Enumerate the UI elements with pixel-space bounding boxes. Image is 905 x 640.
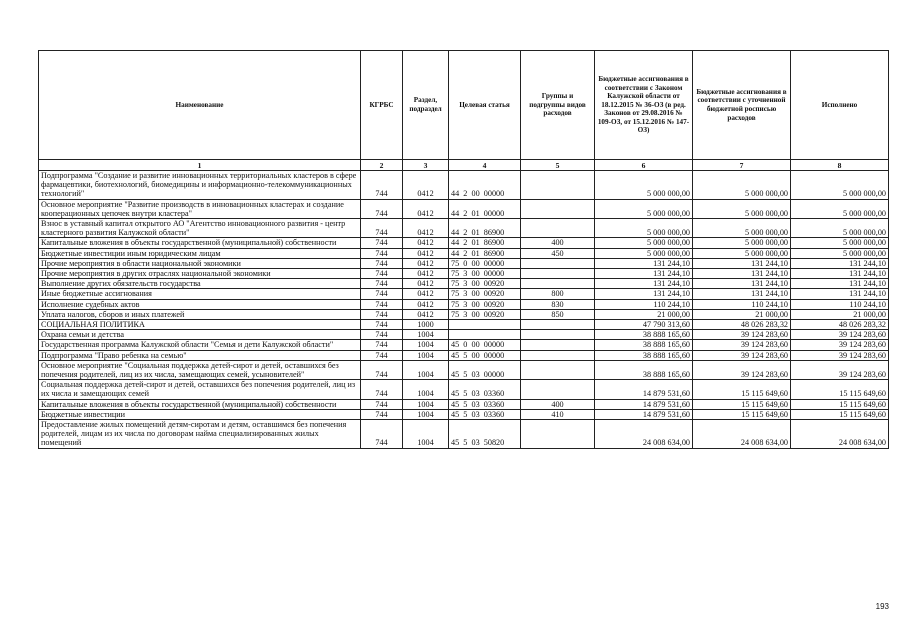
row-kgrbs: 744	[361, 258, 403, 268]
row-refined-amount: 24 008 634,00	[693, 420, 791, 449]
row-executed-amount: 39 124 283,60	[791, 360, 889, 379]
row-kgrbs: 744	[361, 380, 403, 399]
row-approved-amount: 38 888 165,60	[595, 360, 693, 379]
row-refined-amount: 39 124 283,60	[693, 330, 791, 340]
table-row	[39, 299, 889, 309]
row-target-article: 45 5 03 03360	[449, 399, 521, 409]
row-approved-amount: 21 000,00	[595, 309, 693, 319]
row-target-article: 44 2 01 00000	[449, 199, 521, 218]
row-executed-amount: 15 115 649,60	[791, 399, 889, 409]
row-section: 1000	[403, 320, 449, 330]
row-kgrbs: 744	[361, 409, 403, 419]
row-section: 1004	[403, 340, 449, 350]
row-section: 1004	[403, 399, 449, 409]
row-target-article: 75 3 00 00000	[449, 269, 521, 279]
row-approved-amount: 24 008 634,00	[595, 420, 693, 449]
row-target-article: 75 3 00 00920	[449, 299, 521, 309]
row-section: 1004	[403, 330, 449, 340]
row-refined-amount: 39 124 283,60	[693, 350, 791, 360]
row-refined-amount: 39 124 283,60	[693, 340, 791, 350]
table-row	[39, 420, 889, 449]
row-approved-amount: 5 000 000,00	[595, 248, 693, 258]
row-section: 0412	[403, 248, 449, 258]
row-approved-amount: 38 888 165,60	[595, 340, 693, 350]
header-refined: Бюджетные ассигнования в соответствии с уточненной бюджетной росписью расходов	[693, 51, 791, 160]
row-kgrbs: 744	[361, 279, 403, 289]
row-kgrbs: 744	[361, 289, 403, 299]
row-kgrbs: 744	[361, 420, 403, 449]
row-target-article	[449, 330, 521, 340]
row-section: 0412	[403, 258, 449, 268]
row-expense-group	[521, 199, 595, 218]
row-name: Иные бюджетные ассигнования	[39, 289, 361, 299]
row-section: 1004	[403, 360, 449, 379]
header-kgrbs: КГРБС	[361, 51, 403, 160]
row-refined-amount: 5 000 000,00	[693, 219, 791, 238]
row-kgrbs: 744	[361, 360, 403, 379]
row-section: 0412	[403, 299, 449, 309]
row-kgrbs: 744	[361, 309, 403, 319]
header-name: Наименование	[39, 51, 361, 160]
row-name: Капитальные вложения в объекты государственной (муниципальной) собственности	[39, 399, 361, 409]
header-groups: Группы и подгруппы видов расходов	[521, 51, 595, 160]
row-expense-group	[521, 340, 595, 350]
row-target-article: 75 3 00 00920	[449, 309, 521, 319]
row-name: Социальная поддержка детей-сирот и детей, оставшихся без попечения родителей, лиц из их числа и замещающих семей	[39, 380, 361, 399]
row-expense-group	[521, 219, 595, 238]
row-executed-amount: 39 124 283,60	[791, 330, 889, 340]
table-row	[39, 350, 889, 360]
row-name: Капитальные вложения в объекты государственной (муниципальной) собственности	[39, 238, 361, 248]
row-expense-group: 400	[521, 399, 595, 409]
row-expense-group	[521, 380, 595, 399]
row-name: Выполнение других обязательств государства	[39, 279, 361, 289]
row-kgrbs: 744	[361, 269, 403, 279]
row-expense-group: 830	[521, 299, 595, 309]
row-kgrbs: 744	[361, 399, 403, 409]
row-expense-group	[521, 269, 595, 279]
budget-table	[38, 50, 889, 449]
row-approved-amount: 38 888 165,60	[595, 330, 693, 340]
row-target-article: 44 2 01 86900	[449, 219, 521, 238]
row-executed-amount: 39 124 283,60	[791, 340, 889, 350]
row-kgrbs: 744	[361, 330, 403, 340]
row-name: СОЦИАЛЬНАЯ ПОЛИТИКА	[39, 320, 361, 330]
row-approved-amount: 5 000 000,00	[595, 219, 693, 238]
row-executed-amount: 21 000,00	[791, 309, 889, 319]
row-name: Подпрограмма "Создание и развитие инновационных территориальных кластеров в сфере фармацевтики, биотехнологий, биомедицины и информационно-телекоммуникационных технологий"	[39, 171, 361, 200]
row-refined-amount: 5 000 000,00	[693, 248, 791, 258]
table-row	[39, 360, 889, 379]
header-section: Раздел, подраздел	[403, 51, 449, 160]
row-executed-amount: 5 000 000,00	[791, 238, 889, 248]
row-name: Основное мероприятие "Социальная поддержка детей-сирот и детей, оставшихся без попечения родителей, лиц из их числа, замещающих семей, усыновителей"	[39, 360, 361, 379]
table-row	[39, 199, 889, 218]
table-row	[39, 399, 889, 409]
row-expense-group	[521, 330, 595, 340]
row-executed-amount: 48 026 283,32	[791, 320, 889, 330]
row-kgrbs: 744	[361, 171, 403, 200]
table-row	[39, 320, 889, 330]
row-kgrbs: 744	[361, 199, 403, 218]
row-expense-group	[521, 350, 595, 360]
row-target-article: 45 5 00 00000	[449, 350, 521, 360]
row-name: Уплата налогов, сборов и иных платежей	[39, 309, 361, 319]
column-number: 8	[791, 160, 889, 171]
row-refined-amount: 131 244,10	[693, 279, 791, 289]
row-refined-amount: 15 115 649,60	[693, 399, 791, 409]
row-kgrbs: 744	[361, 320, 403, 330]
column-number: 7	[693, 160, 791, 171]
row-kgrbs: 744	[361, 219, 403, 238]
column-number: 2	[361, 160, 403, 171]
row-target-article: 45 0 00 00000	[449, 340, 521, 350]
row-target-article: 44 2 01 86900	[449, 248, 521, 258]
row-target-article: 45 5 03 50820	[449, 420, 521, 449]
row-target-article: 45 5 03 03360	[449, 380, 521, 399]
row-name: Прочие мероприятия в других отраслях национальной экономики	[39, 269, 361, 279]
row-refined-amount: 48 026 283,32	[693, 320, 791, 330]
row-refined-amount: 15 115 649,60	[693, 409, 791, 419]
row-name: Прочие мероприятия в области национальной экономики	[39, 258, 361, 268]
row-executed-amount: 110 244,10	[791, 299, 889, 309]
row-approved-amount: 38 888 165,60	[595, 350, 693, 360]
header-executed: Исполнено	[791, 51, 889, 160]
row-refined-amount: 5 000 000,00	[693, 199, 791, 218]
row-expense-group	[521, 258, 595, 268]
row-expense-group: 400	[521, 238, 595, 248]
row-target-article: 44 2 00 00000	[449, 171, 521, 200]
row-refined-amount: 21 000,00	[693, 309, 791, 319]
row-section: 1004	[403, 409, 449, 419]
row-kgrbs: 744	[361, 248, 403, 258]
row-executed-amount: 24 008 634,00	[791, 420, 889, 449]
row-approved-amount: 14 879 531,60	[595, 409, 693, 419]
row-name: Исполнение судебных актов	[39, 299, 361, 309]
column-numbers-row	[39, 160, 889, 171]
table-row	[39, 279, 889, 289]
row-name: Охрана семьи и детства	[39, 330, 361, 340]
row-executed-amount: 5 000 000,00	[791, 219, 889, 238]
row-target-article: 75 3 00 00920	[449, 279, 521, 289]
row-refined-amount: 131 244,10	[693, 258, 791, 268]
table-row	[39, 248, 889, 258]
row-section: 0412	[403, 171, 449, 200]
table-row	[39, 330, 889, 340]
table-row	[39, 171, 889, 200]
table-row	[39, 409, 889, 419]
row-section: 0412	[403, 269, 449, 279]
row-section: 1004	[403, 350, 449, 360]
row-approved-amount: 131 244,10	[595, 258, 693, 268]
row-approved-amount: 131 244,10	[595, 269, 693, 279]
table-row	[39, 380, 889, 399]
table-row	[39, 219, 889, 238]
row-section: 0412	[403, 219, 449, 238]
row-executed-amount: 15 115 649,60	[791, 409, 889, 419]
table-row	[39, 258, 889, 268]
row-section: 0412	[403, 199, 449, 218]
row-expense-group	[521, 279, 595, 289]
row-expense-group	[521, 360, 595, 379]
row-executed-amount: 131 244,10	[791, 258, 889, 268]
row-refined-amount: 5 000 000,00	[693, 171, 791, 200]
row-target-article	[449, 320, 521, 330]
table-row	[39, 238, 889, 248]
column-number: 4	[449, 160, 521, 171]
row-approved-amount: 5 000 000,00	[595, 238, 693, 248]
row-section: 1004	[403, 380, 449, 399]
row-approved-amount: 5 000 000,00	[595, 199, 693, 218]
row-refined-amount: 131 244,10	[693, 289, 791, 299]
row-kgrbs: 744	[361, 350, 403, 360]
column-number: 3	[403, 160, 449, 171]
row-executed-amount: 5 000 000,00	[791, 171, 889, 200]
row-refined-amount: 39 124 283,60	[693, 360, 791, 379]
row-name: Подпрограмма "Право ребенка на семью"	[39, 350, 361, 360]
row-section: 0412	[403, 238, 449, 248]
row-target-article: 75 0 00 00000	[449, 258, 521, 268]
row-approved-amount: 131 244,10	[595, 289, 693, 299]
row-target-article: 44 2 01 86900	[449, 238, 521, 248]
row-name: Взнос в уставный капитал открытого АО "Агентство инновационного развития - центр кластерного развития Калужской области"	[39, 219, 361, 238]
row-section: 0412	[403, 289, 449, 299]
row-executed-amount: 39 124 283,60	[791, 350, 889, 360]
table-row	[39, 309, 889, 319]
row-refined-amount: 110 244,10	[693, 299, 791, 309]
row-expense-group	[521, 171, 595, 200]
row-kgrbs: 744	[361, 238, 403, 248]
header-approved: Бюджетные ассигнования в соответствии с Законом Калужской области от 18.12.2015 № 36-ОЗ (в ред. Законов от 29.08.2016 № 109-ОЗ, от 15.12.2016 № 147-ОЗ)	[595, 51, 693, 160]
table-row	[39, 340, 889, 350]
row-approved-amount: 47 790 313,60	[595, 320, 693, 330]
row-approved-amount: 14 879 531,60	[595, 380, 693, 399]
row-name: Бюджетные инвестиции иным юридическим лицам	[39, 248, 361, 258]
row-target-article: 45 5 03 03360	[449, 409, 521, 419]
row-expense-group: 850	[521, 309, 595, 319]
row-refined-amount: 131 244,10	[693, 269, 791, 279]
row-executed-amount: 131 244,10	[791, 279, 889, 289]
header-target: Целевая статья	[449, 51, 521, 160]
column-number: 1	[39, 160, 361, 171]
row-executed-amount: 5 000 000,00	[791, 199, 889, 218]
row-section: 1004	[403, 420, 449, 449]
header-row	[39, 51, 889, 160]
column-number: 6	[595, 160, 693, 171]
row-expense-group: 800	[521, 289, 595, 299]
row-name: Государственная программа Калужской области "Семья и дети Калужской области"	[39, 340, 361, 350]
row-name: Предоставление жилых помещений детям-сиротам и детям, оставшимся без попечения родителей, лицам из их числа по договорам найма специализированных жилых помещений	[39, 420, 361, 449]
row-refined-amount: 5 000 000,00	[693, 238, 791, 248]
row-refined-amount: 15 115 649,60	[693, 380, 791, 399]
row-approved-amount: 110 244,10	[595, 299, 693, 309]
table-row	[39, 269, 889, 279]
row-executed-amount: 15 115 649,60	[791, 380, 889, 399]
table-row	[39, 289, 889, 299]
row-expense-group: 410	[521, 409, 595, 419]
row-approved-amount: 5 000 000,00	[595, 171, 693, 200]
row-target-article: 75 3 00 00920	[449, 289, 521, 299]
row-section: 0412	[403, 279, 449, 289]
row-expense-group	[521, 420, 595, 449]
row-executed-amount: 131 244,10	[791, 289, 889, 299]
row-executed-amount: 5 000 000,00	[791, 248, 889, 258]
row-kgrbs: 744	[361, 299, 403, 309]
row-kgrbs: 744	[361, 340, 403, 350]
column-number: 5	[521, 160, 595, 171]
page-number: 193	[875, 602, 889, 611]
row-expense-group	[521, 320, 595, 330]
row-target-article: 45 5 03 00000	[449, 360, 521, 379]
row-name: Основное мероприятие "Развитие производств в инновационных кластерах и создание кооперационных цепочек внутри кластера"	[39, 199, 361, 218]
row-approved-amount: 14 879 531,60	[595, 399, 693, 409]
row-expense-group: 450	[521, 248, 595, 258]
row-approved-amount: 131 244,10	[595, 279, 693, 289]
row-name: Бюджетные инвестиции	[39, 409, 361, 419]
row-executed-amount: 131 244,10	[791, 269, 889, 279]
row-section: 0412	[403, 309, 449, 319]
